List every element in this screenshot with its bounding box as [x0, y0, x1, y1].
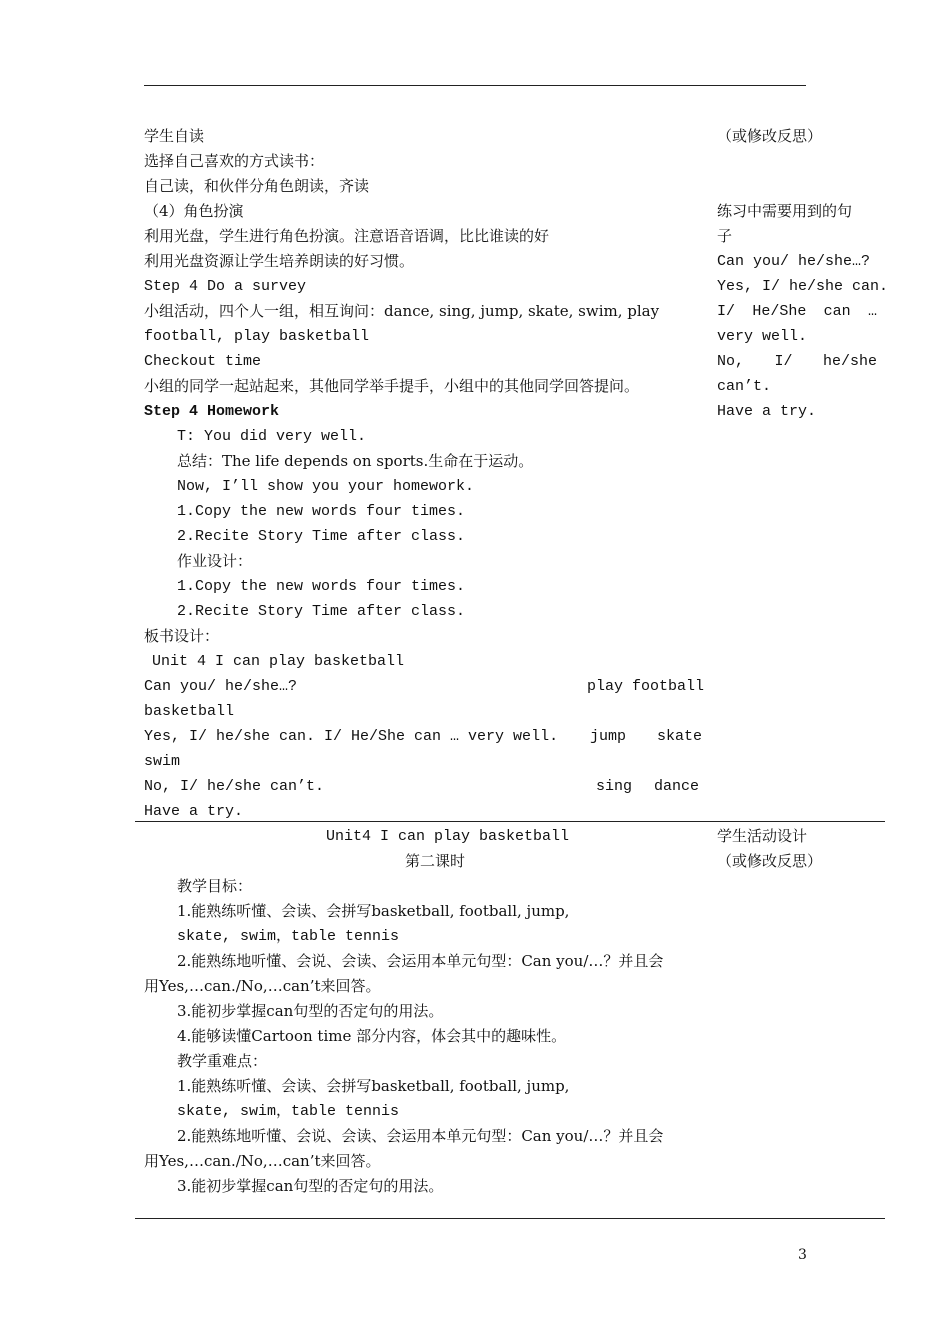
text-line: T: You did very well. [177, 428, 367, 445]
text-line: football, play basketball [144, 328, 370, 345]
board-line: Have a try. [144, 803, 244, 820]
board-line: swim [144, 753, 181, 770]
text-line: 自己读，和伙伴分角色朗读，齐读 [144, 177, 370, 195]
text-line: 2.Recite Story Time after class. [177, 603, 466, 620]
board-line: Yes, I/ he/she can. I/ He/She can … very well. [144, 728, 559, 745]
text-line: 用Yes,…can./No,…can’t来回答。 [144, 1152, 381, 1170]
text-line: 小组活动，四个人一组，相互询问：dance, sing, jump, skate, swim, play [144, 302, 660, 320]
board-line: play football [587, 678, 705, 695]
text-line: skate, swim，table tennis [177, 1103, 400, 1120]
text-line: 1.Copy the new words four times. [177, 578, 466, 595]
board-line: sing [596, 778, 633, 795]
right-note: Yes, I/ he/she can. [717, 278, 889, 295]
right-note: Can you/ he/she…? [717, 253, 871, 270]
footer-rule [135, 1218, 885, 1219]
text-line: （4）角色扮演 [144, 202, 244, 220]
board-line: No, I/ he/she can’t. [144, 778, 325, 795]
step-heading-bold: Step 4 Homework [144, 403, 280, 420]
page-number: 3 [798, 1247, 807, 1263]
text-line: 1.能熟练听懂、会读、会拼写basketball, football, jump, [177, 902, 570, 920]
text-line: 教学重难点： [177, 1052, 268, 1070]
text-line: 2.Recite Story Time after class. [177, 528, 466, 545]
lesson-subtitle: 第二课时 [405, 852, 466, 870]
text-line: 1.Copy the new words four times. [177, 503, 466, 520]
right-header: 学生活动设计 [717, 827, 808, 845]
board-line: skate [657, 728, 703, 745]
text-line: 学生自读 [144, 127, 205, 145]
text-line: 2.能熟练地听懂、会说、会读、会运用本单元句型：Can you/…？并且会 [177, 1127, 664, 1145]
right-note: very well. [717, 328, 808, 345]
board-line: jump [590, 728, 627, 745]
right-note: 练习中需要用到的句 [717, 202, 853, 220]
right-note: No, I/ he/she [717, 353, 877, 370]
text-line: 板书设计： [144, 627, 220, 645]
right-note: （或修改反思） [717, 127, 823, 145]
text-line: 总结：The life depends on sports.生命在于运动。 [177, 452, 534, 470]
text-line: Now, I’ll show you your homework. [177, 478, 475, 495]
right-header: （或修改反思） [717, 852, 823, 870]
board-line: basketball [144, 703, 235, 720]
text-line: 作业设计： [177, 552, 253, 570]
right-note: 子 [717, 227, 733, 245]
text-line: 利用光盘，学生进行角色扮演。注意语音语调，比比谁读的好 [144, 227, 550, 245]
text-line: skate, swim，table tennis [177, 928, 400, 945]
right-note: can’t. [717, 378, 772, 395]
text-line: 教学目标： [177, 877, 253, 895]
text-line: 1.能熟练听懂、会读、会拼写basketball, football, jump, [177, 1077, 570, 1095]
text-line: 2.能熟练地听懂、会说、会读、会运用本单元句型：Can you/…？并且会 [177, 952, 664, 970]
text-line: 选择自己喜欢的方式读书： [144, 152, 325, 170]
text-line: 利用光盘资源让学生培养朗读的好习惯。 [144, 252, 415, 270]
right-note: I/ He/She can … [717, 303, 877, 320]
lesson-title: Unit4 I can play basketball [326, 828, 570, 845]
board-line: Can you/ he/she…? [144, 678, 298, 695]
right-note: Have a try. [717, 403, 817, 420]
header-rule [144, 85, 806, 86]
text-line: 小组的同学一起站起来，其他同学举手提手，小组中的其他同学回答提问。 [144, 377, 640, 395]
text-line: 3.能初步掌握can句型的否定句的用法。 [177, 1177, 444, 1195]
section-divider [135, 821, 885, 822]
step-heading: Step 4 Do a survey [144, 278, 307, 295]
text-line: 4.能够读懂Cartoon time 部分内容，体会其中的趣味性。 [177, 1027, 567, 1045]
text-line: 用Yes,…can./No,…can’t来回答。 [144, 977, 381, 995]
text-line: 3.能初步掌握can句型的否定句的用法。 [177, 1002, 444, 1020]
board-line: dance [654, 778, 700, 795]
board-title: Unit 4 I can play basketball [152, 653, 405, 670]
text-line: Checkout time [144, 353, 262, 370]
